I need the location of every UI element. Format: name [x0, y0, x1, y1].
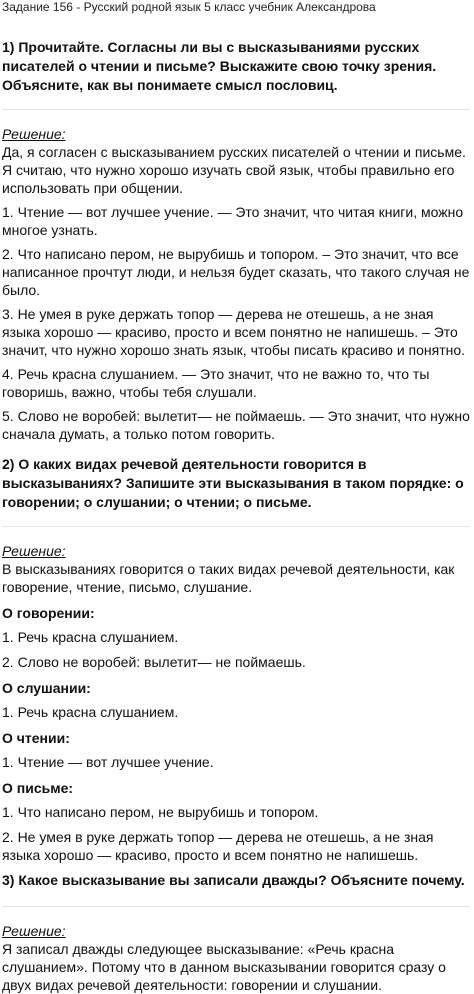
solution-label-1: Решение:: [2, 126, 66, 142]
solution-3-text: Я записал дважды следующее высказывание: «Речь красна слушанием». Потому что в данном высказывании говорится сразу о двух видах речевой деятельности: говорении и слушании.: [2, 941, 446, 993]
group-item: 2. Не умея в руке держать топор — дерева не отешешь, а не зная языка хорошо — красиво, просто и всем понятно не напишешь.: [2, 829, 434, 863]
solution-1-item: 5. Слово не воробей: вылетит— не поймаешь. — Это значит, что нужно сначала думать, а только потом говорить.: [2, 408, 470, 442]
question-3: 3) Какое высказывание вы записали дважды? Объясните почему.: [2, 872, 465, 888]
solution-label-3: Решение:: [2, 923, 66, 939]
solution-label-2: Решение:: [2, 543, 66, 559]
group-item: 1. Что написано пером, не вырубишь и топором.: [2, 804, 319, 820]
solution-1-item: 2. Что написано пером, не вырубишь и топором. – Это значит, что все написанное прочтут люди, и нельзя будет сказать, что такого случая не было.: [2, 246, 470, 298]
solution-1-intro: Да, я согласен с высказыванием русских писателей о чтении и письме. Я считаю, что нужно хорошо изучать свой язык, чтобы правильно его использовать при общении.: [2, 144, 466, 196]
group-item: 1. Речь красна слушанием.: [2, 629, 179, 645]
group-item: 2. Слово не воробей: вылетит— не поймаешь.: [2, 654, 306, 670]
solution-2-intro: В высказываниях говорится о таких видах речевой деятельности, как говорение, чтение, письмо, слушание.: [2, 561, 455, 595]
solution-1-item: 4. Речь красна слушанием. — Это значит, что не важно то, что ты говоришь, важно, чтобы тебя слушали.: [2, 366, 430, 400]
group-item: 1. Чтение — вот лучшее учение.: [2, 754, 214, 770]
divider: [2, 526, 470, 527]
document-content: [2, 38, 470, 994]
divider: [2, 906, 470, 907]
group-heading-listening: О слушании:: [2, 680, 91, 696]
solution-1-item: 3. Не умея в руке держать топор — дерева не отешешь, а не зная языка хорошо — красиво, просто и всем понятно не напишешь. – Это значит, что нужно хорошо знать язык, чтобы писать красиво и понятно.: [2, 306, 466, 358]
group-heading-speaking: О говорении:: [2, 605, 95, 621]
solution-1-item: 1. Чтение — вот лучшее учение. — Это значит, что читая книги, можно многое узнать.: [2, 204, 464, 238]
question-2: 2) О каких видах речевой деятельности говорится в высказываниях? Запишите эти высказывания в таком порядке: о говорении; о слушании; о чтении; о письме.: [2, 456, 464, 510]
group-heading-reading: О чтении:: [2, 730, 70, 746]
page-title: Задание 156 - Русский родной язык 5 класс учебник Александрова: [2, 0, 376, 14]
group-item: 1. Речь красна слушанием.: [2, 704, 179, 720]
divider: [2, 109, 470, 110]
group-heading-writing: О письме:: [2, 780, 74, 796]
question-1: 1) Прочитайте. Согласны ли вы с высказываниями русских писателей о чтении и письме? Выскажите свою точку зрения. Объясните, как вы понимаете смысл пословиц.: [2, 39, 437, 93]
